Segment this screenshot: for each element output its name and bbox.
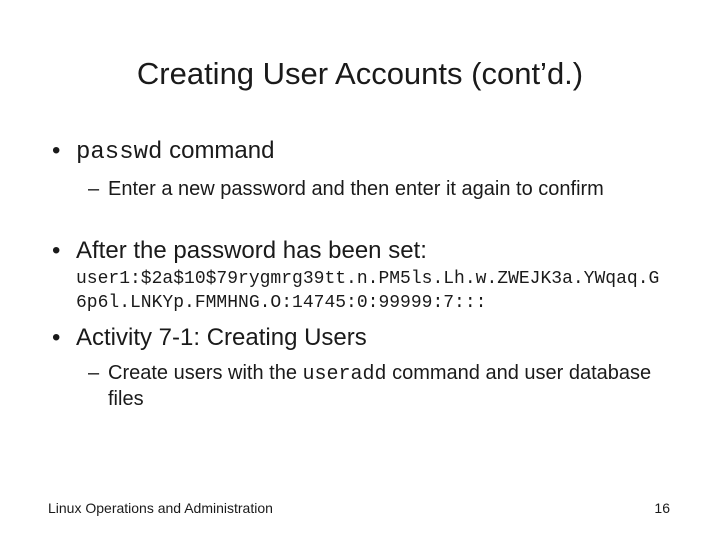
bullet-text: command [162, 137, 275, 164]
footer-page-number: 16 [654, 500, 670, 516]
hash-line: 6p6l.LNKYp.FMMHNG.O:14745:0:99999:7::: [76, 293, 487, 313]
footer-course-title: Linux Operations and Administration [48, 500, 273, 516]
subbullet-marker: – [88, 362, 100, 384]
subbullet-text-end: command and user database files [108, 362, 652, 410]
subbullet-text [88, 361, 678, 411]
bullet-marker: • [52, 324, 61, 351]
subbullet-enter-password [88, 177, 678, 201]
hash-code-block [76, 267, 659, 315]
useradd-code: useradd [302, 363, 387, 386]
subbullet-create-users [88, 361, 678, 411]
hash-line: user1:$2a$10$79rygmrg39tt.n.PM5ls.Lh.w.ZWEJK3a.YWqaq.G [76, 269, 660, 289]
slide-title: Creating User Accounts (cont’d.) [136, 56, 584, 91]
bullet-activity [52, 323, 367, 353]
subbullet-marker: – [88, 178, 100, 200]
passwd-code: passwd [76, 139, 163, 166]
bullet-after-password [52, 236, 427, 266]
bullet-text: Activity 7-1: Creating Users [76, 324, 367, 351]
bullet-marker: • [52, 137, 61, 164]
bullet-text: After the password has been set: [76, 237, 427, 264]
bullet-passwd [52, 136, 274, 168]
bullet-marker: • [52, 237, 61, 264]
subbullet-text-start: Create users with the [108, 362, 303, 384]
subbullet-text: Enter a new password and then enter it again to confirm [108, 178, 604, 200]
